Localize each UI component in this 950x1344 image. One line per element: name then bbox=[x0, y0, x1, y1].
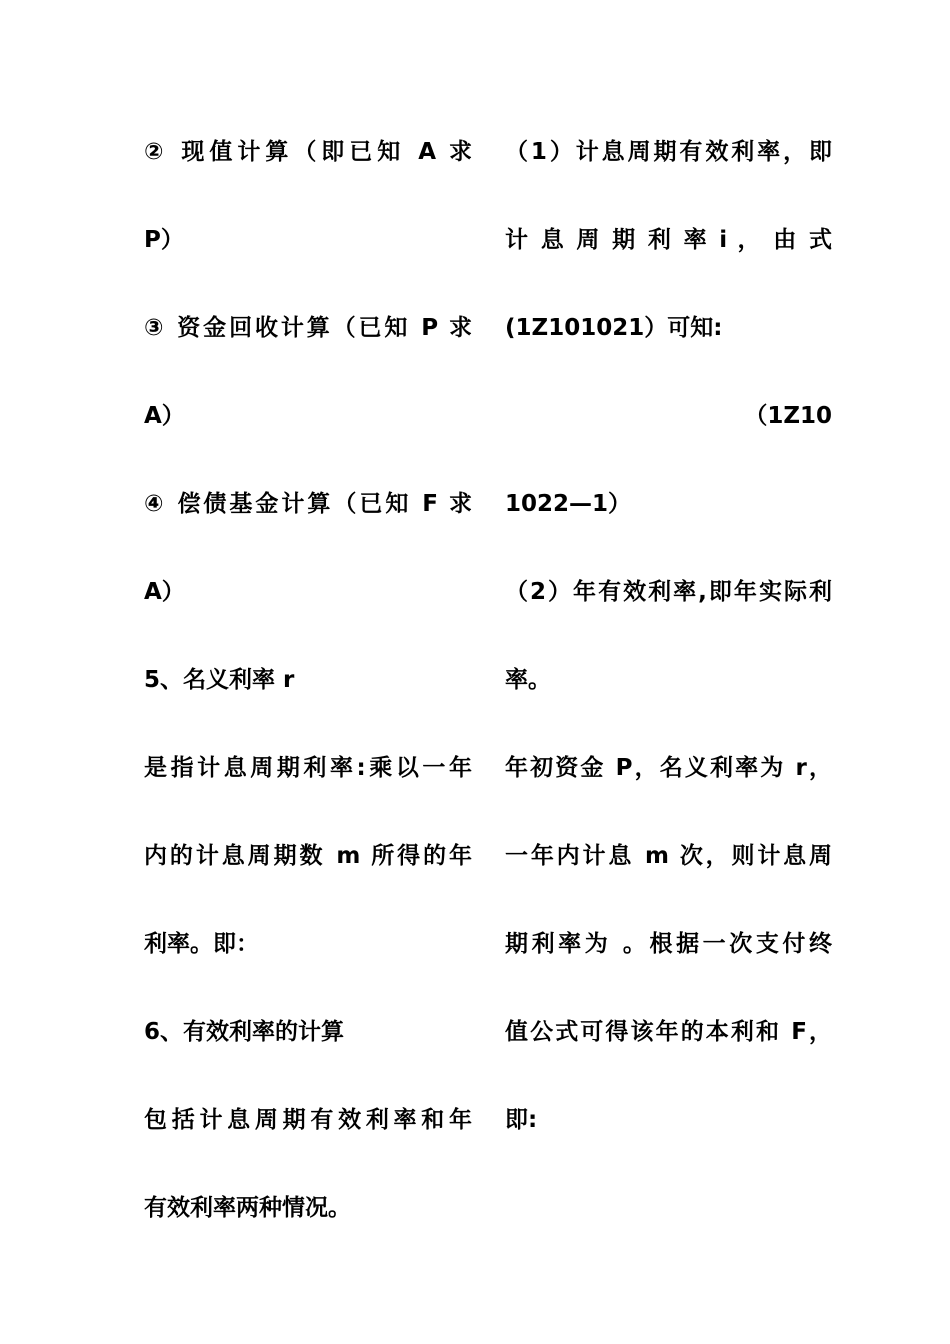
text-line-annual-desc-3: 期利率为 。根据一次支付终 bbox=[505, 931, 832, 957]
text-line-sinking-fund-cont: A） bbox=[144, 579, 185, 605]
right-text-column bbox=[505, 126, 832, 1182]
text-line-formula-ref: (1Z101021）可知: bbox=[505, 315, 723, 341]
formula-number-part-2: 1022—1） bbox=[505, 491, 632, 517]
heading-nominal-rate: 5、名义利率 r bbox=[144, 667, 295, 693]
text-line-present-value: ② 现值计算（即已知 A 求 bbox=[144, 139, 472, 165]
text-line-annual-desc-4: 值公式可得该年的本利和 F， bbox=[505, 1019, 832, 1045]
heading-effective-rate: 6、有效利率的计算 bbox=[144, 1019, 345, 1045]
text-line-nominal-def-1: 是指计息周期利率:乘以一年 bbox=[144, 755, 472, 781]
text-line-effective-def-1: 包括计息周期有效利率和年 bbox=[144, 1107, 472, 1133]
text-line-annual-desc-5: 即: bbox=[505, 1107, 538, 1133]
text-line-nominal-def-2: 内的计息周期数 m 所得的年 bbox=[144, 843, 472, 869]
text-line-annual-desc-1: 年初资金 P，名义利率为 r， bbox=[505, 755, 832, 781]
text-line-period-rate-cont: 计 息 周 期 利 率 i ， 由 式 bbox=[505, 227, 832, 253]
left-text-column bbox=[144, 126, 472, 1270]
text-line-annual-desc-2: 一年内计息 m 次，则计息周 bbox=[505, 843, 832, 869]
text-line-capital-recovery: ③ 资金回收计算（已知 P 求 bbox=[144, 315, 472, 341]
text-line-capital-recovery-cont: A） bbox=[144, 403, 185, 429]
text-line-sinking-fund: ④ 偿债基金计算（已知 F 求 bbox=[144, 491, 472, 517]
text-line-annual-rate: （2）年有效利率,即年实际利 bbox=[505, 579, 832, 605]
text-line-effective-def-2: 有效利率两种情况。 bbox=[144, 1195, 351, 1221]
text-line-present-value-cont: P） bbox=[144, 227, 184, 253]
formula-number-part-1: （1Z10 bbox=[744, 403, 832, 429]
text-line-nominal-def-3: 利率。即： bbox=[144, 931, 259, 957]
text-line-annual-rate-cont: 率。 bbox=[505, 667, 551, 693]
text-line-period-rate: （1）计息周期有效利率，即 bbox=[505, 139, 832, 165]
